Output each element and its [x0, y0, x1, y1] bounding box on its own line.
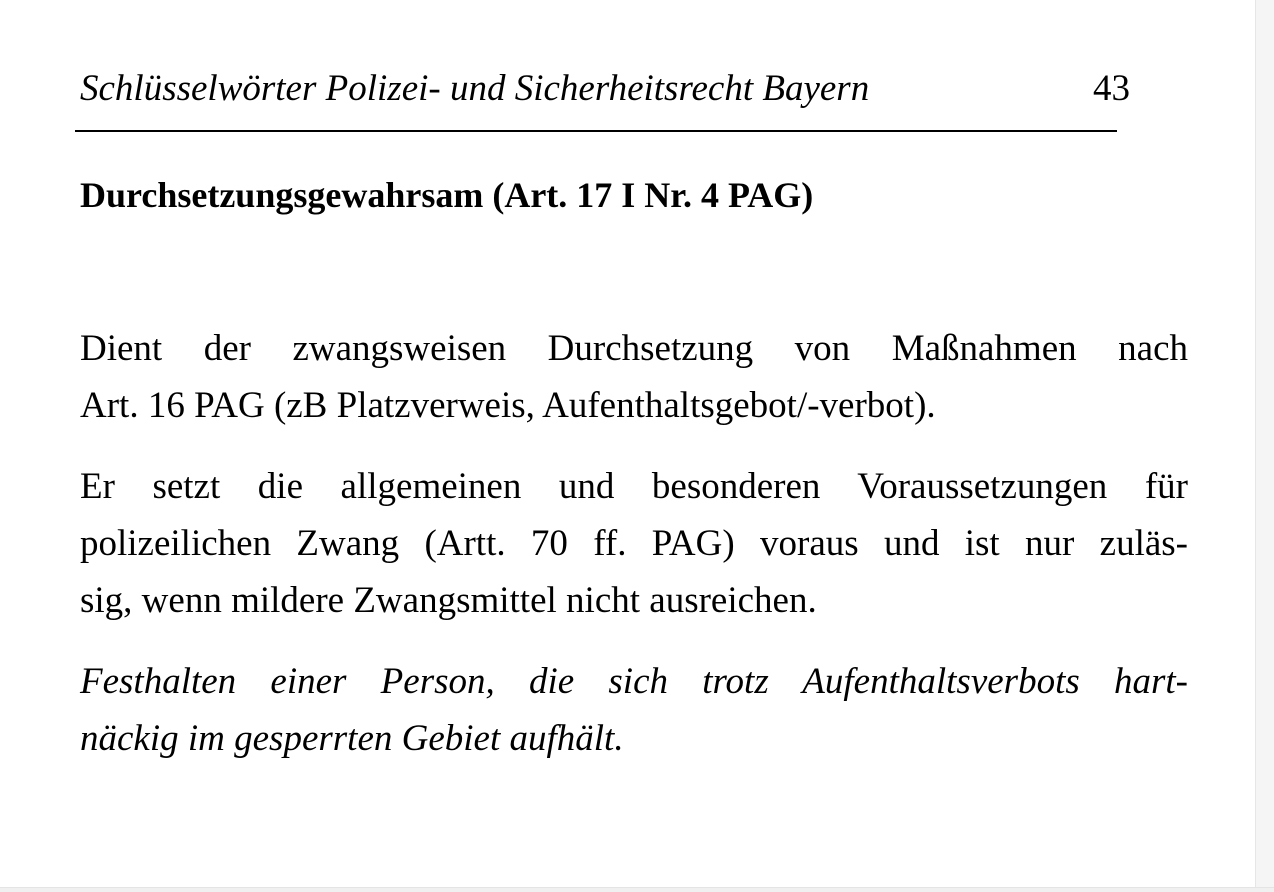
text-line: Dient der zwangsweisen Durchsetzung von Maßnahmen nach — [80, 328, 1188, 369]
text-line: Er setzt die allgemeinen und besonderen Voraussetzungen für — [80, 466, 1188, 507]
entry-body — [80, 320, 1188, 791]
text-line: Art. 16 PAG (zB Platzverweis, Aufenthaltsgebot/-verbot). — [80, 385, 936, 426]
text-line: Festhalten einer Person, die sich trotz Aufenthaltsverbots hart- — [80, 661, 1188, 702]
viewer-right-edge — [1255, 0, 1274, 892]
text-line: polizeilichen Zwang (Artt. 70 ff. PAG) voraus und ist nur zuläs- — [80, 523, 1188, 564]
viewer-bottom-edge — [0, 887, 1274, 892]
page-number: 43 — [1093, 68, 1130, 109]
header-rule — [75, 130, 1117, 132]
paragraph-purpose — [80, 320, 1188, 434]
text-line: sig, wenn mildere Zwangsmittel nicht ausreichen. — [80, 580, 817, 621]
text-line: näckig im gesperrten Gebiet aufhält. — [80, 718, 624, 759]
paragraph-requirements — [80, 458, 1188, 629]
running-header — [80, 62, 1130, 116]
paragraph-example — [80, 653, 1188, 767]
entry-title: Durchsetzungsgewahrsam (Art. 17 I Nr. 4 PAG) — [80, 175, 814, 215]
running-title: Schlüsselwörter Polizei- und Sicherheitsrecht Bayern — [80, 68, 870, 109]
